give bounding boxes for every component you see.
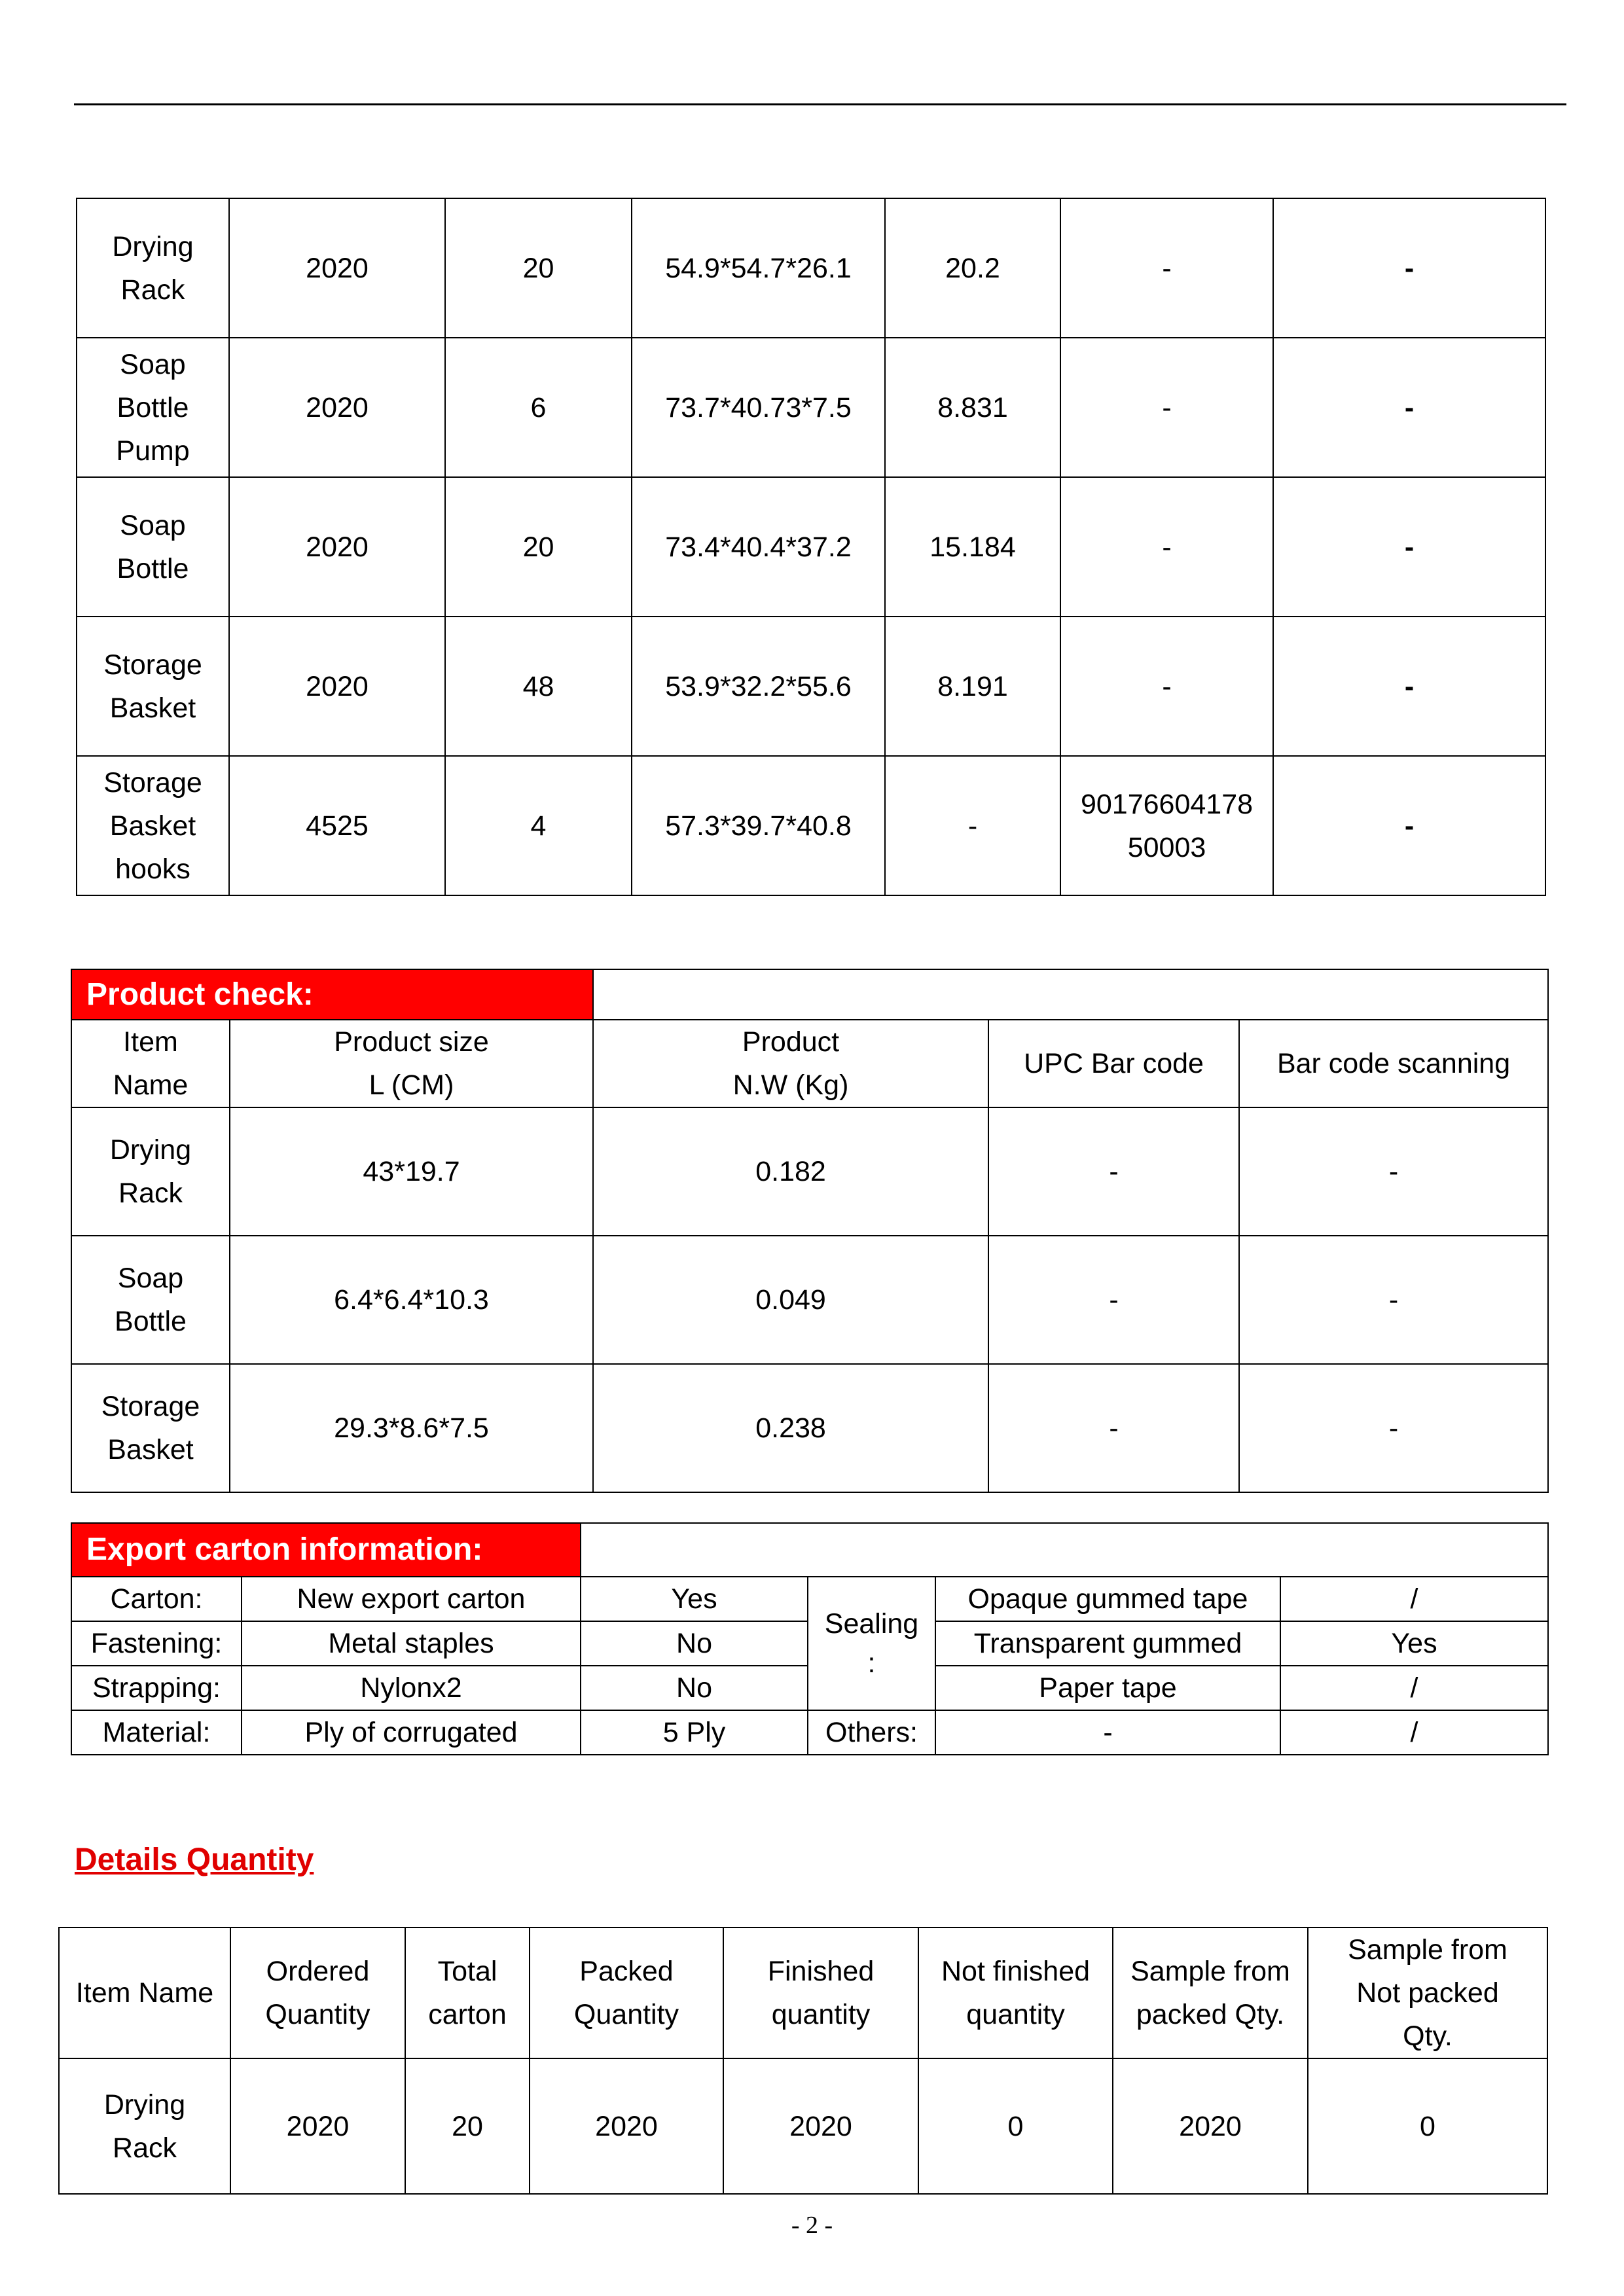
export-carton-label: Strapping:	[71, 1666, 242, 1710]
product-check-table	[71, 969, 1549, 1493]
details-quantity-column-header: Ordered Quantity	[230, 1928, 405, 2058]
packing-code: 90176604178 50003	[1060, 756, 1273, 895]
others-extra: /	[1280, 1710, 1548, 1755]
product-check-title-spacer	[593, 969, 1548, 1020]
packing-extra: -	[1273, 756, 1545, 895]
product-check-header-row	[71, 1020, 1548, 1107]
packing-code: -	[1060, 338, 1273, 477]
packing-carton-size: 73.4*40.4*37.2	[632, 477, 885, 617]
packing-extra: -	[1273, 617, 1545, 756]
packing-item-name: Soap Bottle Pump	[77, 338, 229, 477]
packing-carton-count: 48	[445, 617, 632, 756]
details-quantity-header-row	[59, 1928, 1547, 2058]
export-carton-label: Material:	[71, 1710, 242, 1755]
product-check-cell: 0.238	[593, 1364, 988, 1492]
packing-item-name: Soap Bottle	[77, 477, 229, 617]
product-check-cell: -	[988, 1364, 1239, 1492]
details-quantity-cell: 0	[918, 2058, 1113, 2194]
export-carton-value: New export carton	[242, 1577, 581, 1621]
details-quantity-column-header: Sample from packed Qty.	[1113, 1928, 1308, 2058]
details-quantity-cell: 0	[1308, 2058, 1547, 2194]
sealing-label: Sealing :	[808, 1577, 935, 1710]
product-check-cell: Storage Basket	[71, 1364, 230, 1492]
product-check-column-header: Product size L (CM)	[230, 1020, 593, 1107]
product-check-title: Product check:	[71, 969, 593, 1020]
export-carton-value: Metal staples	[242, 1621, 581, 1666]
packing-item-name: Storage Basket	[77, 617, 229, 756]
product-check-cell: -	[988, 1236, 1239, 1364]
product-check-row	[71, 1107, 1548, 1236]
export-carton-label: Carton:	[71, 1577, 242, 1621]
details-quantity-cell: 2020	[530, 2058, 723, 2194]
product-check-column-header: UPC Bar code	[988, 1020, 1239, 1107]
details-quantity-column-header: Finished quantity	[723, 1928, 918, 2058]
packing-summary-table	[76, 198, 1546, 896]
packing-row	[77, 617, 1545, 756]
packing-item-name: Drying Rack	[77, 198, 229, 338]
others-label: Others:	[808, 1710, 935, 1755]
packing-weight: 8.191	[885, 617, 1060, 756]
product-check-cell: Drying Rack	[71, 1107, 230, 1236]
sealing-value: /	[1280, 1666, 1548, 1710]
details-quantity-column-header: Total carton	[405, 1928, 530, 2058]
product-check-column-header: Item Name	[71, 1020, 230, 1107]
packing-weight: 20.2	[885, 198, 1060, 338]
export-carton-status: 5 Ply	[581, 1710, 808, 1755]
details-quantity-cell: 20	[405, 2058, 530, 2194]
packing-code: -	[1060, 477, 1273, 617]
packing-quantity: 2020	[229, 617, 445, 756]
product-check-cell: 43*19.7	[230, 1107, 593, 1236]
product-check-column-header: Product N.W (Kg)	[593, 1020, 988, 1107]
packing-weight: 8.831	[885, 338, 1060, 477]
packing-carton-count: 6	[445, 338, 632, 477]
packing-extra: -	[1273, 338, 1545, 477]
packing-quantity: 2020	[229, 198, 445, 338]
sealing-type: Paper tape	[935, 1666, 1280, 1710]
others-value: -	[935, 1710, 1280, 1755]
packing-carton-count: 20	[445, 477, 632, 617]
details-quantity-cell: 2020	[1113, 2058, 1308, 2194]
packing-quantity: 2020	[229, 338, 445, 477]
export-carton-material-row	[71, 1710, 1548, 1755]
product-check-cell: 29.3*8.6*7.5	[230, 1364, 593, 1492]
sealing-value: Yes	[1280, 1621, 1548, 1666]
packing-extra: -	[1273, 477, 1545, 617]
details-quantity-row	[59, 2058, 1547, 2194]
details-quantity-column-header: Not finished quantity	[918, 1928, 1113, 2058]
packing-carton-size: 53.9*32.2*55.6	[632, 617, 885, 756]
product-check-cell: -	[1239, 1364, 1548, 1492]
product-check-cell: 6.4*6.4*10.3	[230, 1236, 593, 1364]
packing-weight: -	[885, 756, 1060, 895]
packing-quantity: 2020	[229, 477, 445, 617]
details-quantity-column-header: Item Name	[59, 1928, 230, 2058]
packing-row	[77, 338, 1545, 477]
export-carton-status: Yes	[581, 1577, 808, 1621]
export-carton-value: Nylonx2	[242, 1666, 581, 1710]
export-carton-table	[71, 1522, 1549, 1755]
export-carton-value: Ply of corrugated	[242, 1710, 581, 1755]
sealing-type: Transparent gummed	[935, 1621, 1280, 1666]
product-check-cell: -	[1239, 1107, 1548, 1236]
page-number: - 2 -	[791, 2212, 833, 2239]
packing-weight: 15.184	[885, 477, 1060, 617]
packing-carton-size: 73.7*40.73*7.5	[632, 338, 885, 477]
packing-code: -	[1060, 617, 1273, 756]
packing-carton-size: 57.3*39.7*40.8	[632, 756, 885, 895]
packing-carton-count: 4	[445, 756, 632, 895]
export-carton-row	[71, 1577, 1548, 1621]
packing-quantity: 4525	[229, 756, 445, 895]
details-quantity-column-header: Packed Quantity	[530, 1928, 723, 2058]
product-check-cell: Soap Bottle	[71, 1236, 230, 1364]
sealing-type: Opaque gummed tape	[935, 1577, 1280, 1621]
packing-code: -	[1060, 198, 1273, 338]
packing-extra: -	[1273, 198, 1545, 338]
details-quantity-table	[58, 1927, 1548, 2195]
export-carton-status: No	[581, 1621, 808, 1666]
export-carton-title-spacer	[581, 1523, 1548, 1577]
product-check-cell: -	[988, 1107, 1239, 1236]
product-check-cell: -	[1239, 1236, 1548, 1364]
details-quantity-cell: 2020	[230, 2058, 405, 2194]
packing-row	[77, 756, 1545, 895]
product-check-row	[71, 1364, 1548, 1492]
packing-row	[77, 477, 1545, 617]
export-carton-status: No	[581, 1666, 808, 1710]
product-check-column-header: Bar code scanning	[1239, 1020, 1548, 1107]
product-check-row	[71, 1236, 1548, 1364]
packing-row	[77, 198, 1545, 338]
product-check-cell: 0.182	[593, 1107, 988, 1236]
product-check-cell: 0.049	[593, 1236, 988, 1364]
details-quantity-column-header: Sample from Not packed Qty.	[1308, 1928, 1547, 2058]
details-quantity-cell: Drying Rack	[59, 2058, 230, 2194]
header-rule	[74, 103, 1566, 105]
packing-item-name: Storage Basket hooks	[77, 756, 229, 895]
packing-carton-count: 20	[445, 198, 632, 338]
details-quantity-heading: Details Quantity	[75, 1842, 314, 1877]
sealing-value: /	[1280, 1577, 1548, 1621]
export-carton-label: Fastening:	[71, 1621, 242, 1666]
packing-carton-size: 54.9*54.7*26.1	[632, 198, 885, 338]
details-quantity-cell: 2020	[723, 2058, 918, 2194]
export-carton-title: Export carton information:	[71, 1523, 581, 1577]
